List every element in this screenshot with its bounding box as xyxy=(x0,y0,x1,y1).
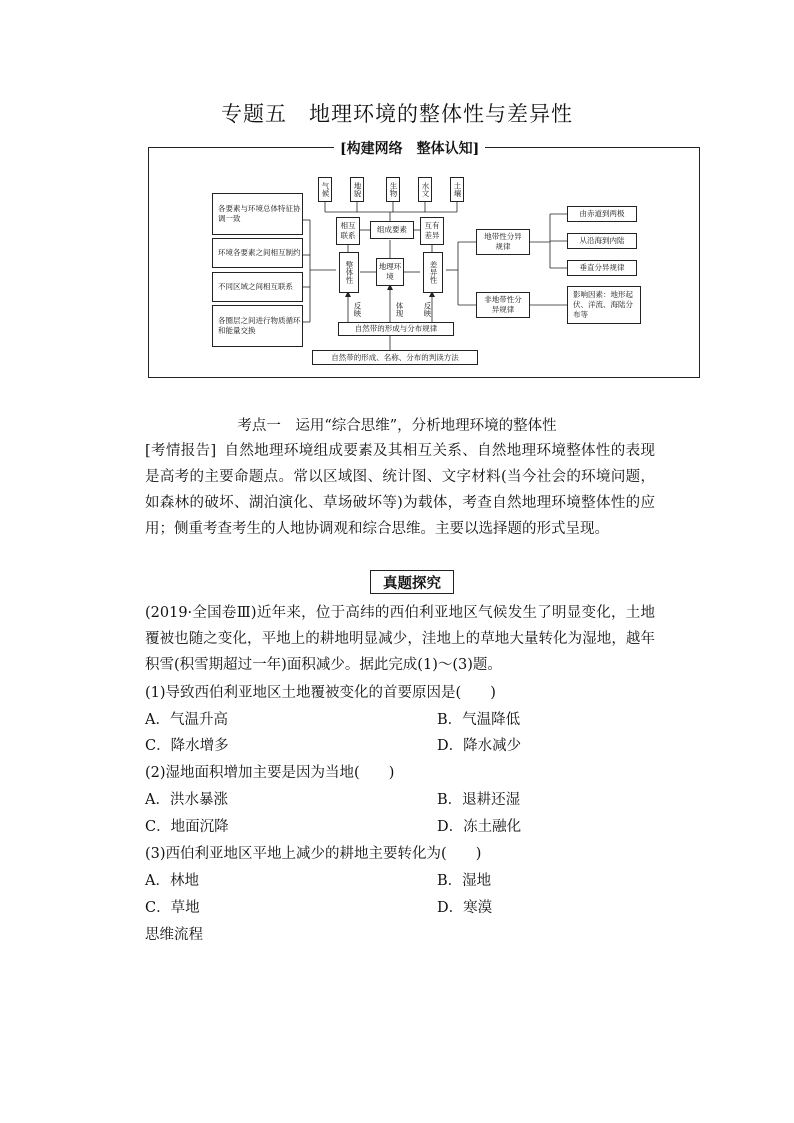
left-item-2: 环境各要素之间相互制约 xyxy=(212,238,303,268)
q2-option-b: B．退耕还湿 xyxy=(437,792,521,808)
geo-environment-box: 地理环境 xyxy=(376,258,404,286)
embody-label: 体现 xyxy=(395,301,404,317)
report-label: [考情报告] xyxy=(145,443,217,459)
q2-option-c: C．地面沉降 xyxy=(145,819,229,835)
mutual-relation-box: 相互联系 xyxy=(336,217,360,245)
left-item-3: 不同区域之间相互联系 xyxy=(212,272,303,302)
equator-to-poles-box: 由赤道到两极 xyxy=(567,206,637,222)
material-paragraph: (2019·全国卷Ⅲ)近年来，位于高纬的西伯利亚地区气候发生了明显变化，土地覆被也随之变化，平地上的耕地明显减少，洼地上的草地大量转化为湿地，越年积雪(积雪期超过一年)面积减少。据此完成(1)～(3)题。 xyxy=(145,605,655,673)
section-badge: 真题探究 xyxy=(370,570,454,594)
q1-option-d: D．降水减少 xyxy=(437,738,522,754)
left-item-1: 各要素与环境总体特征协调一致 xyxy=(212,193,303,235)
reading-method-box: 自然带的形成、名称、分布的判读方法 xyxy=(312,350,478,365)
vertical-law-box: 垂直分异规律 xyxy=(567,260,637,276)
q3-option-b: B．湿地 xyxy=(437,873,492,889)
page-title: 专题五 地理环境的整体性与差异性 xyxy=(221,102,573,126)
non-zonal-law-box: 非地带性分异规律 xyxy=(476,292,530,318)
integrity-box: 整体性 xyxy=(339,252,359,293)
factors-box: 影响因素：地形起伏、洋流、海陆分布等 xyxy=(567,286,641,324)
section-title: 考点一 运用“综合思维”，分析地理环境的整体性 xyxy=(237,418,557,434)
q1-option-b: B．气温降低 xyxy=(437,712,521,728)
zonal-law-box: 地带性分异规律 xyxy=(476,229,530,255)
q1-option-c: C．降水增多 xyxy=(145,738,229,754)
element-biology: 生物 xyxy=(386,177,400,202)
coast-to-inland-box: 从沿海到内陆 xyxy=(567,233,637,249)
element-climate: 气候 xyxy=(318,177,332,202)
left-item-4: 各圈层之间进行物质循环和能量交换 xyxy=(212,305,303,347)
mutual-difference-box: 互有差异 xyxy=(420,217,444,245)
q2-option-d: D．冻土融化 xyxy=(437,819,522,835)
reflect-left-label: 反映 xyxy=(353,301,362,317)
element-hydrology: 水文 xyxy=(418,177,432,202)
concept-map-header: [构建网络 整体认知] xyxy=(334,138,485,158)
question-2-stem: (2)湿地面积增加主要是因为当地( ) xyxy=(145,765,395,781)
component-elements-box: 组成要素 xyxy=(370,221,414,239)
report-text: 自然地理环境组成要素及其相互关系、自然地理环境整体性的表现是高考的主要命题点。常以区域图、统计图、文字材料(当今社会的环境问题，如森林的破坏、湖泊演化、草场破坏等)为载体，考查自然地理环境整体性的应用；侧重考查考生的人地协调观和综合思维。主要以选择题的形式呈现。 xyxy=(145,443,655,537)
question-1-stem: (1)导致西伯利亚地区土地覆被变化的首要原因是( ) xyxy=(145,685,496,701)
natural-zone-law-box: 自然带的形成与分布规律 xyxy=(338,322,454,336)
q3-option-a: A．林地 xyxy=(145,873,199,889)
question-3-stem: (3)西伯利亚地区平地上减少的耕地主要转化为( ) xyxy=(145,846,482,862)
reflect-right-label: 反映 xyxy=(423,301,432,317)
thinking-process-label: 思维流程 xyxy=(145,927,203,943)
exam-report xyxy=(145,438,655,542)
q2-option-a: A．洪水暴涨 xyxy=(145,792,228,808)
q3-option-c: C．草地 xyxy=(145,900,200,916)
q3-option-d: D．寒漠 xyxy=(437,900,493,916)
element-soil: 土壤 xyxy=(450,177,464,202)
element-landform: 地貌 xyxy=(350,177,364,202)
difference-box: 差异性 xyxy=(423,252,443,293)
q1-option-a: A．气温升高 xyxy=(145,712,228,728)
